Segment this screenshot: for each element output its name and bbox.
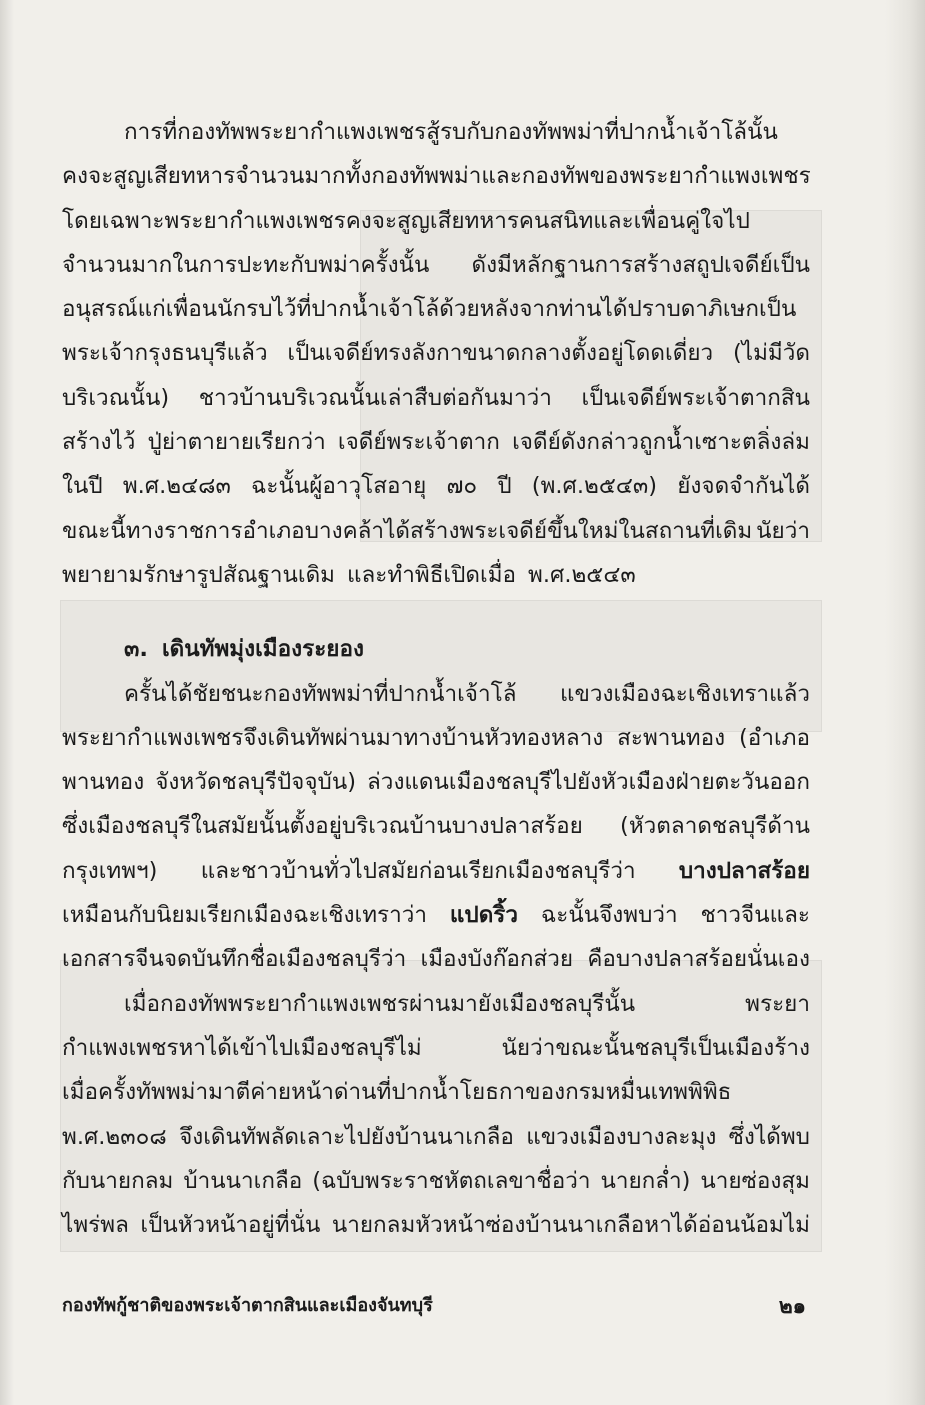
- text-line: [62, 553, 810, 597]
- text-word: (อำเภอ: [739, 724, 810, 751]
- text-line: [62, 937, 810, 981]
- text-word: ชาวจีนและ: [700, 902, 810, 929]
- text-word: กับนายกลม: [62, 1167, 174, 1194]
- text-word: เป็นเจดีย์พระเจ้าตากสิน: [581, 384, 810, 411]
- text-word: และชาวบ้านทั่วไปสมัยก่อนเรียกเมืองชลบุรีว่า: [200, 857, 636, 884]
- text-word: ซึ่งเมืองชลบุรีในสมัยนั้นตั้งอยู่บริเวณบ้านบางปลาสร้อย: [62, 813, 583, 840]
- text-word: ขณะนี้ทางราชการอำเภอบางคล้าได้สร้างพระเจดีย์ขึ้นใหม่ในสถานที่เดิม: [62, 517, 753, 544]
- running-footer-title: กองทัพกู้ชาติของพระเจ้าตากสินและเมืองจันทบุรี: [62, 1295, 433, 1316]
- text-line: [62, 1026, 810, 1070]
- text-word: (ไม่มีวัด: [732, 340, 810, 367]
- text-word: พ.ศ.๒๓๐๘: [62, 1123, 167, 1150]
- text-word: แปดริ้ว: [449, 902, 519, 929]
- text-word: พ.ศ.๒๕๔๓: [528, 561, 636, 588]
- text-word: จึงเดินทัพลัดเลาะไปยังบ้านนาเกลือ: [179, 1123, 514, 1150]
- text-word: บริเวณนั้น): [62, 384, 170, 411]
- text-word: ปู่ย่าตายายเรียกว่า: [147, 429, 326, 456]
- text-word: ปี: [497, 473, 512, 500]
- text-word: ไพร่พล: [62, 1212, 129, 1239]
- text-word: ซึ่งได้พบ: [728, 1123, 810, 1150]
- text-word: พ.ศ.๒๔๘๓: [122, 473, 231, 500]
- text-word: นายกล่ำ): [600, 1167, 691, 1194]
- text-line: [62, 420, 810, 464]
- text-word: เจดีย์พระเจ้าตาก: [337, 429, 500, 456]
- text-word: พระยา: [745, 990, 810, 1017]
- text-word: การที่กองทัพพระยากำแพงเพชรสู้รบกับกองทัพพม่าที่ปากน้ำเจ้าโล้นั้น: [124, 119, 778, 145]
- text-word: และทำพิธีเปิดเมื่อ: [347, 561, 517, 588]
- text-word: ครั้นได้ชัยชนะกองทัพพม่าที่ปากน้ำเจ้าโล้: [124, 680, 517, 707]
- text-word: เป็นหัวหน้าอยู่ที่นั่น: [140, 1212, 321, 1239]
- text-word: ชาวบ้านบริเวณนั้นเล่าสืบต่อกันมาว่า: [198, 384, 552, 411]
- text-word: (ฉบับพระราชหัตถเลขาชื่อว่า: [312, 1167, 591, 1194]
- text-word: คือบางปลาสร้อยนั่นเอง: [587, 946, 810, 973]
- text-line: [62, 804, 810, 848]
- text-word: พระยากำแพงเพชรจึงเดินทัพผ่านมาทางบ้านหัวทองหลาง: [62, 724, 604, 751]
- text-word: นายซ่องสุม: [700, 1167, 810, 1194]
- text-word: บ้านนาเกลือ: [183, 1167, 303, 1194]
- text-word: ฉะนั้นผู้อาวุโสอายุ: [251, 473, 427, 500]
- text-word: ล่วงแดนเมืองชลบุรีไปยังหัวเมืองฝ่ายตะวันออก: [367, 769, 810, 796]
- text-word: อนุสรณ์แก่เพื่อนนักรบไว้ที่ปากน้ำเจ้าโล้ด้วยหลังจากท่านได้ปราบดาภิเษกเป็น: [62, 296, 797, 323]
- text-line: [62, 376, 810, 420]
- text-word: ดังมีหลักฐานการสร้างสถูปเจดีย์เป็น: [471, 251, 810, 278]
- text-line: [62, 716, 810, 760]
- text-line: [62, 464, 810, 508]
- text-word: ยังจดจำกันได้: [677, 473, 810, 500]
- text-word: นายกลมหัวหน้าซ่องบ้านนาเกลือหาได้อ่อนน้อมไม่: [331, 1212, 810, 1239]
- section-title: เดินทัพมุ่งเมืองระยอง: [161, 636, 364, 663]
- text-line: [62, 509, 810, 553]
- text-word: จังหวัดชลบุรีปัจจุบัน): [155, 769, 356, 796]
- page-number: ๒๑: [778, 1294, 806, 1318]
- text-line: [62, 893, 810, 937]
- text-line: [62, 760, 810, 804]
- text-line: [62, 1070, 810, 1114]
- text-line: [62, 1115, 810, 1159]
- text-word: ในปี: [62, 473, 103, 500]
- paragraph-1: [62, 110, 810, 597]
- text-word: นัยว่า: [756, 517, 810, 544]
- text-word: พระเจ้ากรุงธนบุรีแล้ว: [62, 340, 268, 367]
- text-word: สะพานทอง: [617, 724, 726, 751]
- text-word: เอกสารจีนจดบันทึกชื่อเมืองชลบุรีว่า: [62, 946, 407, 973]
- text-line: [62, 849, 810, 893]
- page-edge-right: [885, 0, 925, 1405]
- text-line: [62, 331, 810, 375]
- body-text: [62, 110, 810, 1247]
- text-line: [62, 982, 810, 1026]
- page-edge-left: [0, 0, 14, 1405]
- text-word: เมืองบังก๊อกส่วย: [420, 946, 574, 973]
- text-word: เจดีย์ดังกล่าวถูกน้ำเซาะตลิ่งล่ม: [512, 429, 810, 456]
- text-word: พยายามรักษารูปสัณฐานเดิม: [62, 561, 336, 588]
- text-word: บางปลาสร้อย: [678, 857, 810, 884]
- text-word: ๗๐: [446, 473, 478, 500]
- text-word: สร้างไว้: [62, 429, 136, 456]
- text-line: [62, 672, 810, 716]
- text-word: โดยเฉพาะพระยากำแพงเพชรคงจะสูญเสียทหารคนสนิทและเพื่อนคู่ใจไป: [62, 207, 750, 234]
- text-word: นัยว่าขณะนั้นชลบุรีเป็นเมืองร้าง: [501, 1034, 810, 1061]
- text-line: [62, 1203, 810, 1247]
- text-word: จำนวนมากในการปะทะกับพม่าครั้งนั้น: [62, 251, 430, 278]
- section-gap: [62, 597, 810, 627]
- text-word: แขวงเมืองบางละมุง: [526, 1123, 717, 1150]
- text-word: เหมือนกับนิยมเรียกเมืองฉะเชิงเทราว่า: [62, 902, 428, 929]
- text-word: (พ.ศ.๒๕๔๓): [531, 473, 658, 500]
- text-word: แขวงเมืองฉะเชิงเทราแล้ว: [559, 680, 810, 707]
- text-word: เมื่อครั้งทัพพม่ามาตีค่ายหน้าด่านที่ปากน้ำโยธกาของกรมหมื่นเทพพิพิธ: [62, 1079, 732, 1106]
- text-word: กรุงเทพฯ): [62, 857, 158, 884]
- paragraph-2: [62, 672, 810, 982]
- text-word: เป็นเจดีย์ทรงลังกาขนาดกลางตั้งอยู่โดดเดี่ยว: [287, 340, 714, 367]
- text-word: กำแพงเพชรหาได้เข้าไปเมืองชลบุรีไม่: [62, 1034, 422, 1061]
- text-line: [62, 287, 810, 331]
- text-word: เมื่อกองทัพพระยากำแพงเพชรผ่านมายังเมืองชลบุรีนั้น: [124, 990, 636, 1017]
- text-line: [62, 154, 810, 198]
- text-line: [62, 243, 810, 287]
- page-footer: [62, 1290, 810, 1323]
- text-line: [62, 199, 810, 243]
- paragraph-3: [62, 982, 810, 1248]
- text-line: [62, 1159, 810, 1203]
- text-word: คงจะสูญเสียทหารจำนวนมากทั้งกองทัพพม่าและกองทัพของพระยากำแพงเพชร: [62, 163, 811, 190]
- text-line: [62, 110, 810, 154]
- section-heading: [62, 627, 810, 671]
- text-word: พานทอง: [62, 769, 145, 796]
- text-word: ฉะนั้นจึงพบว่า: [540, 902, 678, 929]
- text-word: (หัวตลาดชลบุรีด้าน: [620, 813, 810, 840]
- section-number: ๓.: [124, 636, 148, 663]
